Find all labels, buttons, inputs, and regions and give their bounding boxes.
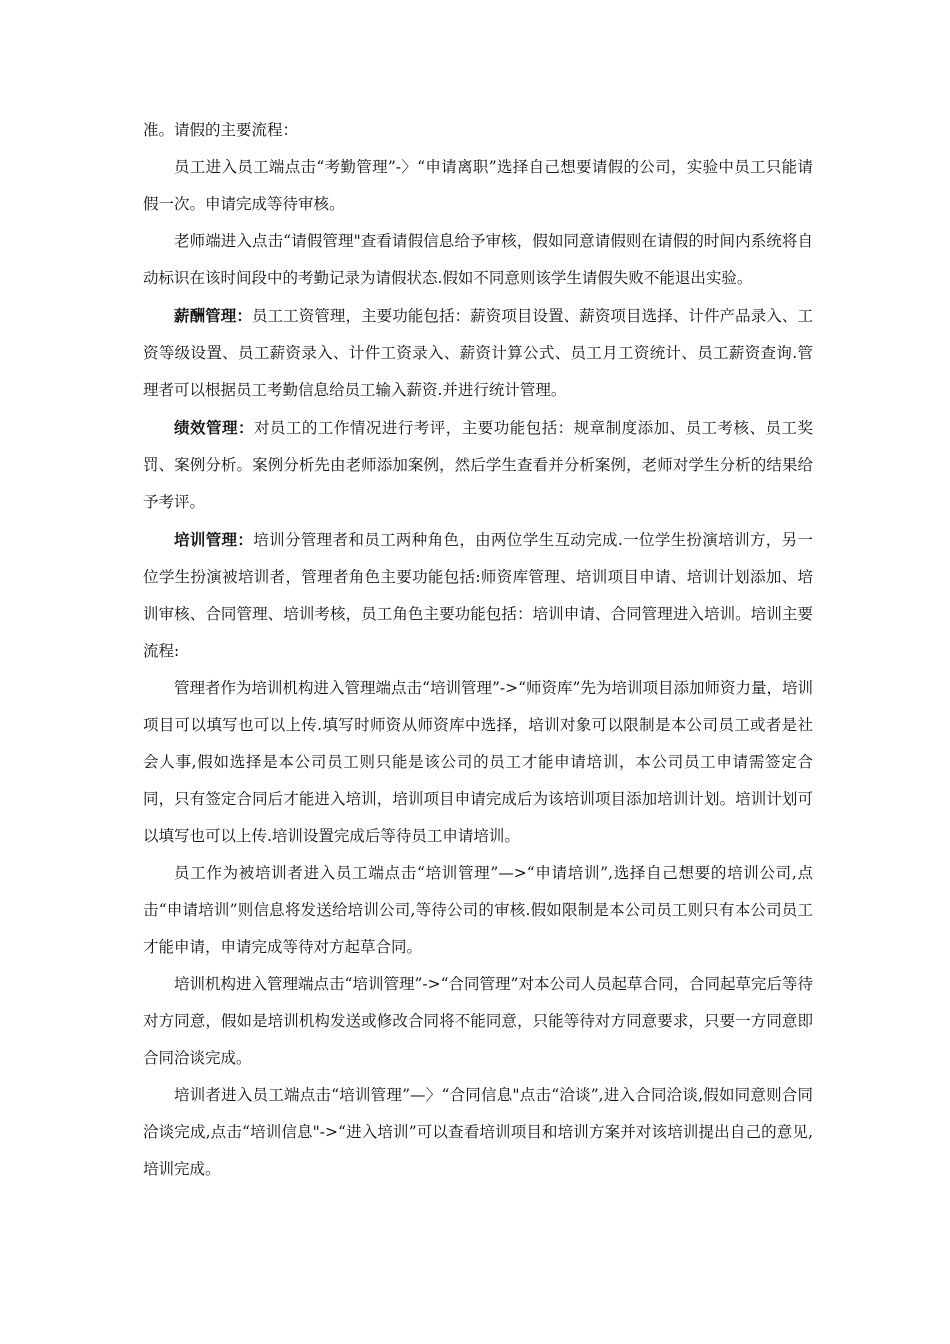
- paragraph-contract-negotiation: [143, 1077, 813, 1188]
- paragraph-text: 对员工的工作情况进行考评，主要功能包括：规章制度添加、员工考核、员工奖罚、案例分析。案例分析先由老师添加案例，然后学生查看并分析案例，老师对学生分析的结果给予考评。: [143, 419, 813, 511]
- paragraph-text: 准。请假的主要流程：: [143, 121, 299, 139]
- paragraph-teacher-leave: [143, 223, 813, 297]
- paragraph-text: 员工作为被培训者进入员工端点击“培训管理”—>“申请培训”,选择自己想要的培训公司,点击“申请培训”则信息将发送给培训公司,等待公司的审核.假如限制是本公司员工则只有本公司员工才能申请，申请完成等待对方起草合同。: [143, 864, 813, 956]
- paragraph-leave-process-intro: [143, 112, 813, 149]
- paragraph-employee-leave: [143, 149, 813, 223]
- paragraph-text: 培训分管理者和员工两种角色，由两位学生互动完成.一位学生扮演培训方，另一位学生扮演被培训者，管理者角色主要功能包括:师资库管理、培训项目申请、培训计划添加、培训审核、合同管理、培训考核，员工角色主要功能包括：培训申请、合同管理进入培训。培训主要流程:: [143, 531, 813, 660]
- section-heading-performance: 绩效管理：: [174, 418, 254, 437]
- paragraph-text: 员工工资管理，主要功能包括：薪资项目设置、薪资项目选择、计件产品录入、工资等级设置、员工薪资录入、计件工资录入、薪资计算公式、员工月工资统计、员工薪资查询.管理者可以根据员工考勤信息给员工输入薪资.并进行统计管理。: [143, 307, 813, 399]
- paragraph-salary-management: [143, 297, 813, 409]
- paragraph-text: 员工进入员工端点击“考勤管理”-〉“申请离职”选择自己想要请假的公司，实验中员工只能请假一次。申请完成等待审核。: [143, 158, 813, 213]
- paragraph-text: 管理者作为培训机构进入管理端点击“培训管理”->“师资库”先为培训项目添加师资力量，培训项目可以填写也可以上传.填写时师资从师资库中选择，培训对象可以限制是本公司员工或者是社会人事,假如选择是本公司员工则只能是该公司的员工才能申请培训，本公司员工申请需签定合同，只有签定合同后才能进入培训，培训项目申请完成后为该培训项目添加培训计划。培训计划可以填写也可以上传.培训设置完成后等待员工申请培训。: [143, 679, 813, 845]
- paragraph-employee-training: [143, 855, 813, 966]
- section-heading-training: 培训管理：: [174, 530, 254, 549]
- document-body: [143, 112, 813, 1188]
- paragraph-text: 培训者进入员工端点击“培训管理”—〉“合同信息"点击“洽谈”,进入合同洽谈,假如同意则合同洽谈完成,点击“培训信息"->“进入培训”可以查看培训项目和培训方案并对该培训提出自己的意见,培训完成。: [143, 1086, 813, 1178]
- paragraph-manager-training: [143, 670, 813, 855]
- paragraph-training-management: [143, 521, 813, 670]
- section-heading-salary: 薪酬管理：: [174, 306, 252, 325]
- paragraph-contract-drafting: [143, 966, 813, 1077]
- paragraph-text: 培训机构进入管理端点击“培训管理”->“合同管理”对本公司人员起草合同，合同起草完后等待对方同意，假如是培训机构发送或修改合同将不能同意，只能等待对方同意要求，只要一方同意即合同洽谈完成。: [143, 975, 813, 1067]
- paragraph-performance-management: [143, 409, 813, 521]
- paragraph-text: 老师端进入点击“请假管理"查看请假信息给予审核，假如同意请假则在请假的时间内系统将自动标识在该时间段中的考勤记录为请假状态.假如不同意则该学生请假失败不能退出实验。: [143, 232, 813, 287]
